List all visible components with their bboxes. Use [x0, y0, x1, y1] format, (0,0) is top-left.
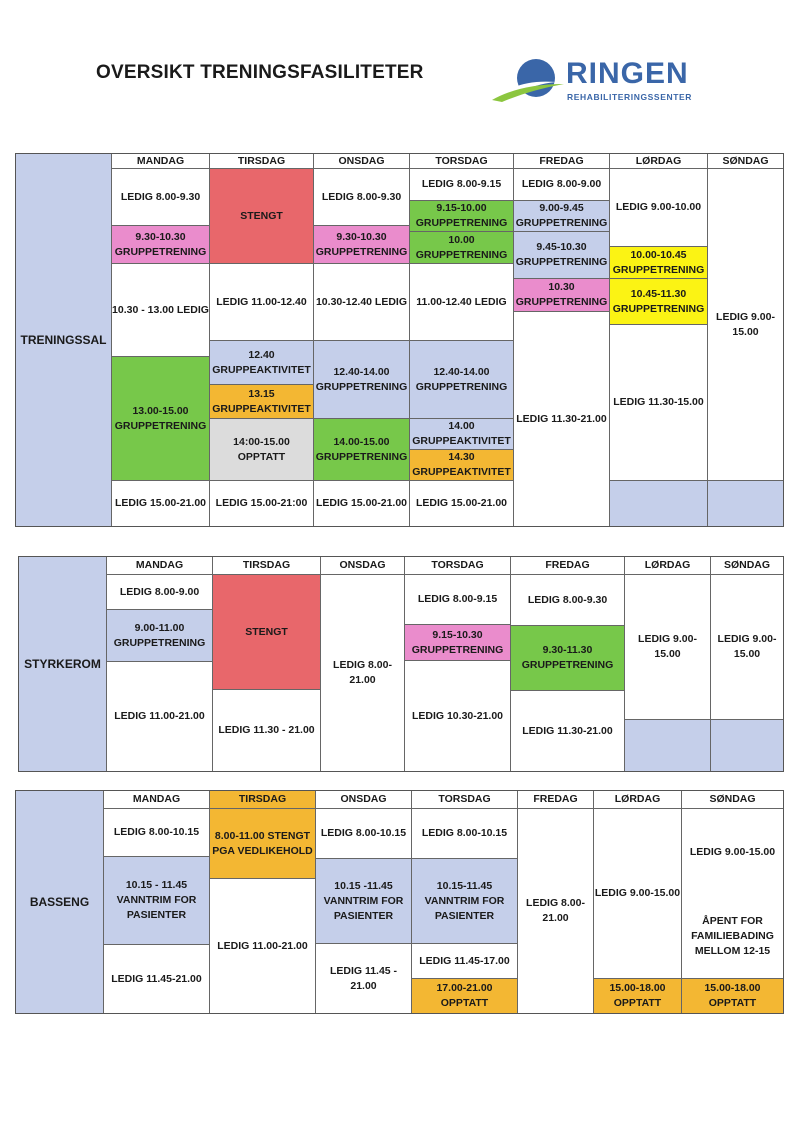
slot-mon-2: 9.00-11.00 GRUPPETRENING — [107, 610, 213, 662]
slot-sat-4: LEDIG 11.30-15.00 — [610, 325, 708, 481]
slot-wed-2: 9.30-10.30 GRUPPETRENING — [314, 226, 410, 264]
slot-wed-4: 12.40-14.00 GRUPPETRENING — [314, 341, 410, 419]
slot-wed-3: LEDIG 11.45 - 21.00 — [316, 944, 412, 1013]
slot-thu-3: LEDIG 11.45-17.00 — [412, 944, 518, 979]
slot-thu-2: 9.15-10.00 GRUPPETRENING — [410, 201, 514, 232]
slot-mon-1: LEDIG 8.00-9.00 — [107, 575, 213, 610]
header-sondag: SØNDAG — [682, 791, 783, 809]
slot-sun-1: LEDIG 9.00-15.00 — [708, 169, 783, 481]
logo-subtitle: REHABILITERINGSSENTER — [567, 92, 692, 102]
room-label-styrkerom: STYRKEROM — [19, 557, 107, 771]
header-sondag: SØNDAG — [708, 154, 783, 169]
header-tirsdag: TIRSDAG — [210, 791, 316, 809]
header-onsdag: ONSDAG — [314, 154, 410, 169]
slot-fri-2: 9.00-9.45 GRUPPETRENING — [514, 201, 610, 232]
slot-mon-1: LEDIG 8.00-10.15 — [104, 809, 210, 857]
slot-thu-3: LEDIG 10.30-21.00 — [405, 661, 511, 771]
slot-thu-6: 14.00 GRUPPEAKTIVITET — [410, 419, 514, 450]
slot-mon-4: 13.00-15.00 GRUPPETRENING — [112, 357, 210, 481]
slot-thu-1: LEDIG 8.00-9.15 — [405, 575, 511, 625]
slot-sat-1: LEDIG 9.00- 15.00 — [625, 575, 711, 720]
slot-wed-2: 10.15 -11.45 VANNTRIM FOR PASIENTER — [316, 859, 412, 944]
slot-mon-2: 10.15 - 11.45 VANNTRIM FOR PASIENTER — [104, 857, 210, 945]
slot-sun-3: 15.00-18.00 OPPTATT — [682, 979, 783, 1013]
basseng-schedule — [15, 790, 784, 1014]
slot-wed-1: LEDIG 8.00-21.00 — [321, 575, 405, 771]
slot-tue-4: 13.15 GRUPPEAKTIVITET — [210, 385, 314, 419]
slot-sun-1: LEDIG 9.00- 15.00 — [711, 575, 783, 720]
slot-mon-1: LEDIG 8.00-9.30 — [112, 169, 210, 226]
slot-tue-6: LEDIG 15.00-21:00 — [210, 481, 314, 526]
header-torsdag: TORSDAG — [410, 154, 514, 169]
header-tirsdag: TIRSDAG — [213, 557, 321, 575]
styrkerom-schedule — [18, 556, 784, 772]
slot-thu-7: 14.30 GRUPPEAKTIVITET — [410, 450, 514, 481]
slot-fri-1: LEDIG 8.00-9.00 — [514, 169, 610, 201]
slot-mon-2: 9.30-10.30 GRUPPETRENING — [112, 226, 210, 264]
header-sondag: SØNDAG — [711, 557, 783, 575]
slot-tue-2: LEDIG 11.00-21.00 — [210, 879, 316, 1013]
slot-sat-2: 10.00-10.45 GRUPPETRENING — [610, 247, 708, 279]
slot-wed-1: LEDIG 8.00-10.15 — [316, 809, 412, 859]
slot-thu-4: 17.00-21.00 OPPTATT — [412, 979, 518, 1013]
slot-sun-closed — [711, 720, 783, 771]
slot-wed-5: 14.00-15.00 GRUPPETRENING — [314, 419, 410, 481]
header-fredag: FREDAG — [514, 154, 610, 169]
slot-sun-1: LEDIG 9.00-15.00 — [682, 809, 783, 895]
slot-fri-1: LEDIG 8.00-21.00 — [518, 809, 594, 1013]
room-label-treningssal: TRENINGSSAL — [16, 154, 112, 526]
slot-sat-1: LEDIG 9.00-10.00 — [610, 169, 708, 247]
slot-wed-3: 10.30-12.40 LEDIG — [314, 264, 410, 341]
slot-sat-2: 15.00-18.00 OPPTATT — [594, 979, 682, 1013]
header-mandag: MANDAG — [104, 791, 210, 809]
slot-sat-1: LEDIG 9.00-15.00 — [594, 809, 682, 979]
room-label-basseng: BASSENG — [16, 791, 104, 1013]
ringen-logo — [490, 54, 730, 110]
header-torsdag: TORSDAG — [412, 791, 518, 809]
slot-thu-1: LEDIG 8.00-9.15 — [410, 169, 514, 201]
treningssal-schedule — [15, 153, 784, 527]
header-lordag: LØRDAG — [610, 154, 708, 169]
slot-thu-1: LEDIG 8.00-10.15 — [412, 809, 518, 859]
header-lordag: LØRDAG — [625, 557, 711, 575]
header-tirsdag: TIRSDAG — [210, 154, 314, 169]
ringen-logo-icon — [490, 54, 568, 110]
header-onsdag: ONSDAG — [316, 791, 412, 809]
slot-tue-1: 8.00-11.00 STENGT PGA VEDLIKEHOLD — [210, 809, 316, 879]
slot-fri-4: 10.30 GRUPPETRENING — [514, 279, 610, 312]
slot-fri-3: 9.45-10.30 GRUPPETRENING — [514, 232, 610, 279]
slot-tue-3: 12.40 GRUPPEAKTIVITET — [210, 341, 314, 385]
slot-tue-1: STENGT — [210, 169, 314, 264]
slot-thu-5: 12.40-14.00 GRUPPETRENING — [410, 341, 514, 419]
header-fredag: FREDAG — [511, 557, 625, 575]
slot-fri-2: 9.30-11.30 GRUPPETRENING — [511, 626, 625, 691]
slot-sat-closed — [610, 481, 708, 526]
slot-thu-2: 9.15-10.30 GRUPPETRENING — [405, 625, 511, 661]
slot-tue-1: STENGT — [213, 575, 321, 690]
slot-mon-3: LEDIG 11.45-21.00 — [104, 945, 210, 1013]
header-lordag: LØRDAG — [594, 791, 682, 809]
slot-wed-6: LEDIG 15.00-21.00 — [314, 481, 410, 526]
slot-sat-closed — [625, 720, 711, 771]
slot-tue-5: 14:00-15.00 OPPTATT — [210, 419, 314, 481]
slot-sun-2: ÅPENT FOR FAMILIEBADING MELLOM 12-15 — [682, 895, 783, 979]
header-mandag: MANDAG — [112, 154, 210, 169]
page-title: OVERSIKT TRENINGSFASILITETER — [96, 62, 424, 83]
slot-fri-3: LEDIG 11.30-21.00 — [511, 691, 625, 771]
slot-mon-3: 10.30 - 13.00 LEDIG — [112, 264, 210, 357]
header-mandag: MANDAG — [107, 557, 213, 575]
slot-tue-2: LEDIG 11.30 - 21.00 — [213, 690, 321, 771]
slot-wed-1: LEDIG 8.00-9.30 — [314, 169, 410, 226]
header-onsdag: ONSDAG — [321, 557, 405, 575]
slot-thu-8: LEDIG 15.00-21.00 — [410, 481, 514, 526]
slot-sat-3: 10.45-11.30 GRUPPETRENING — [610, 279, 708, 325]
slot-tue-2: LEDIG 11.00-12.40 — [210, 264, 314, 341]
header-fredag: FREDAG — [518, 791, 594, 809]
slot-sun-closed — [708, 481, 783, 526]
slot-mon-5: LEDIG 15.00-21.00 — [112, 481, 210, 526]
slot-thu-2: 10.15-11.45 VANNTRIM FOR PASIENTER — [412, 859, 518, 944]
slot-thu-4: 11.00-12.40 LEDIG — [410, 264, 514, 341]
slot-fri-1: LEDIG 8.00-9.30 — [511, 575, 625, 626]
slot-thu-3: 10.00 GRUPPETRENING — [410, 232, 514, 264]
logo-name: RINGEN — [566, 57, 689, 90]
slot-fri-5: LEDIG 11.30-21.00 — [514, 312, 610, 526]
header-torsdag: TORSDAG — [405, 557, 511, 575]
slot-mon-3: LEDIG 11.00-21.00 — [107, 662, 213, 771]
